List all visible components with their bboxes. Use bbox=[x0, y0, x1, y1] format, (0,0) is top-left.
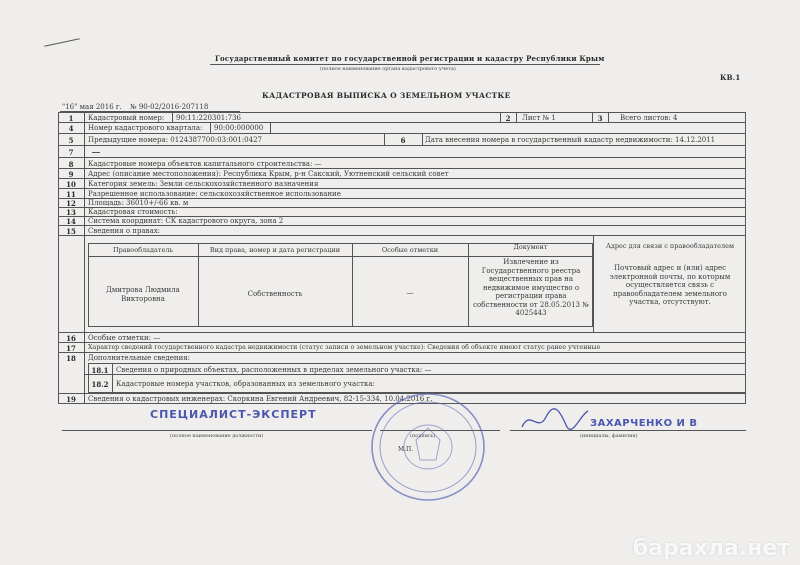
signature-icon bbox=[520, 405, 590, 435]
signature-caption: (подпись) bbox=[410, 433, 436, 439]
right-type: Собственность bbox=[247, 290, 303, 298]
quarter-value: 90:00:000000 bbox=[214, 124, 264, 132]
col-owner: Правообладатель bbox=[112, 246, 174, 254]
row-12-number: 12 bbox=[66, 199, 76, 208]
row-16-number: 16 bbox=[66, 334, 76, 343]
rights-address: Почтовый адрес и (или) адрес электронной почты, по которым осуществляется связь с правообладателем земельного участка, отсутствуют. bbox=[609, 264, 731, 306]
watermark: барахла.нет bbox=[632, 536, 790, 561]
row-14-number: 14 bbox=[66, 217, 76, 226]
row-10-number: 10 bbox=[66, 180, 76, 189]
row-5-number: 5 bbox=[68, 136, 74, 145]
page-title: КАДАСТРОВАЯ ВЫПИСКА О ЗЕМЕЛЬНОМ УЧАСТКЕ bbox=[262, 91, 511, 100]
previous-numbers: Предыдущие номера: 0124387700:03:001:0427 bbox=[88, 136, 262, 144]
row-7-number: 7 bbox=[68, 148, 74, 157]
row-13-number: 13 bbox=[66, 208, 76, 217]
cadastral-engineers: Сведения о кадастровых инженерах: Скоркина Евгений Андреевич, 82-15-334, 10.04.2016 г. bbox=[88, 395, 433, 403]
row-18-2-number: 18.2 bbox=[91, 380, 109, 389]
total-sheets: Всего листов: 4 bbox=[620, 114, 678, 122]
col-notes: Особые отметки bbox=[381, 246, 439, 254]
col-document: Документ bbox=[513, 243, 548, 251]
row-6-number: 6 bbox=[400, 136, 406, 145]
area: Площадь: 36010+/-66 кв. м bbox=[88, 199, 189, 207]
row-19-number: 19 bbox=[66, 395, 76, 404]
position-stamp: СПЕЦИАЛИСТ-ЭКСПЕРТ bbox=[150, 408, 317, 421]
row-15-number: 15 bbox=[66, 227, 76, 236]
position-caption: (полное наименование должности) bbox=[170, 433, 264, 439]
row-8-number: 8 bbox=[68, 160, 74, 169]
cadastral-number-label: Кадастровый номер: bbox=[88, 114, 165, 122]
natural-objects: Сведения о природных объектах, расположенных в пределах земельного участка: — bbox=[116, 366, 432, 374]
agency-name: Государственный комитет по государственной регистрации и кадастру Республики Крым bbox=[215, 54, 605, 63]
rights-document: Извлечение из Государственного реестра вещественных прав на недвижимое имущество о регистрации права собственности от 28.05.2013 № 4025443 bbox=[473, 258, 589, 317]
name-stamp: ЗАХАРЧЕНКО И В bbox=[590, 418, 698, 429]
coordinate-system: Система координат: СК кадастрового округа, зона 2 bbox=[88, 217, 284, 225]
record-status: Характер сведений государственного кадастра недвижимости (статус записи о земельном участке): Сведения об объекте имеют статус ранее учтенные bbox=[88, 344, 601, 351]
capital-objects: Кадастровые номера объектов капитального строительства: — bbox=[88, 160, 322, 168]
form-code: КВ.1 bbox=[720, 73, 741, 82]
sheet-number: Лист № 1 bbox=[522, 114, 556, 122]
cadastral-value: Кадастровая стоимость: bbox=[88, 208, 178, 216]
rights-notes: — bbox=[406, 289, 414, 297]
row-18-number: 18 bbox=[66, 354, 76, 363]
cadastral-number-value: 90:11:220301:736 bbox=[176, 114, 241, 122]
seal-mp: М.П. bbox=[398, 446, 414, 453]
rights-label: Сведения о правах: bbox=[88, 227, 161, 235]
row-1-number: 1 bbox=[68, 114, 74, 123]
col-right: Вид права, номер и дата регистрации bbox=[209, 246, 341, 254]
row-11-number: 11 bbox=[66, 190, 76, 199]
agency-caption: (полное наименование органа кадастрового учета) bbox=[320, 66, 456, 72]
doc-number: № 90-02/2016-207118 bbox=[130, 103, 209, 111]
col-address: Адрес для связи с правообладателем bbox=[605, 242, 735, 250]
sheet-col-2: 2 bbox=[505, 114, 511, 123]
additional-info: Дополнительные сведения: bbox=[88, 354, 191, 362]
derived-parcels: Кадастровые номера участков, образованных из земельного участка: bbox=[116, 380, 375, 388]
address: Адрес (описание местоположения): Республика Крым, р-н Сакский, Уютненский сельский совет bbox=[88, 170, 449, 178]
seal-icon bbox=[368, 390, 488, 505]
special-marks: Особые отметки: — bbox=[88, 334, 161, 342]
permitted-use: Разрешенное использование: сельскохозяйственное использование bbox=[88, 190, 341, 198]
row-9-number: 9 bbox=[68, 170, 74, 179]
sheet-col-3: 3 bbox=[597, 114, 603, 123]
doc-date: "16" мая 2016 г. bbox=[62, 103, 122, 111]
row-17-number: 17 bbox=[66, 344, 76, 353]
name-caption: (инициалы, фамилия) bbox=[580, 433, 638, 439]
registration-date: Дата внесения номера в государственный кадастр недвижимости: 14.12.2011 bbox=[425, 136, 716, 144]
row-4-number: 4 bbox=[68, 124, 74, 133]
quarter-label: Номер кадастрового квартала: bbox=[88, 124, 203, 132]
top-left-mark bbox=[44, 38, 79, 46]
owner-name: Дмитрова Людмила Викторовна bbox=[106, 286, 180, 303]
row-18-1-number: 18.1 bbox=[91, 366, 109, 375]
land-category: Категория земель: Земли сельскохозяйственного назначения bbox=[88, 180, 319, 188]
